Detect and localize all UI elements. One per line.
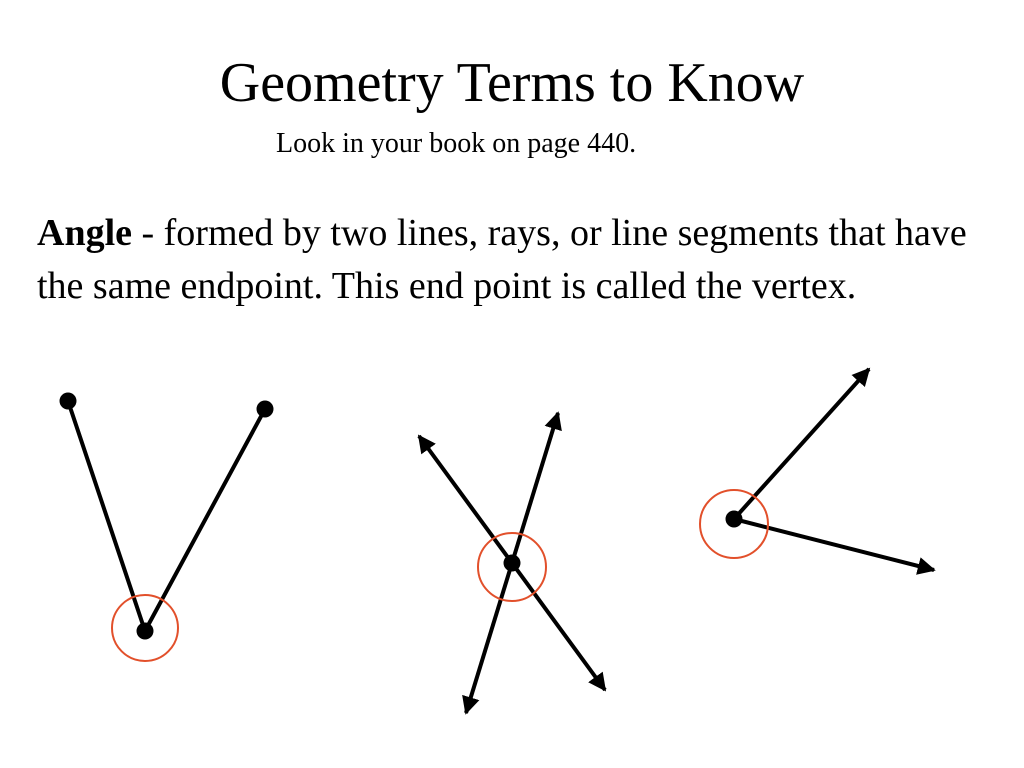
segment-endpoint-right: [257, 401, 274, 418]
definition-text: formed by two lines, rays, or line segments that have the same endpoint. This end point is called the vertex.: [37, 212, 967, 307]
ray-right: [734, 519, 934, 570]
segment-angle-diagram: [60, 393, 274, 662]
segment-endpoint-left: [60, 393, 77, 410]
slide-subtitle: Look in your book on page 440.: [276, 128, 637, 159]
intersecting-lines-diagram: [419, 413, 605, 713]
segment-right: [145, 409, 265, 631]
rays-angle-diagram: [700, 369, 934, 570]
definition-separator: -: [132, 212, 164, 254]
slide-title: Geometry Terms to Know: [219, 52, 805, 114]
definition-term: Angle: [37, 212, 132, 254]
rays-vertex-point: [726, 511, 743, 528]
intersection-vertex-point: [504, 555, 521, 572]
segment-vertex-point: [137, 623, 154, 640]
